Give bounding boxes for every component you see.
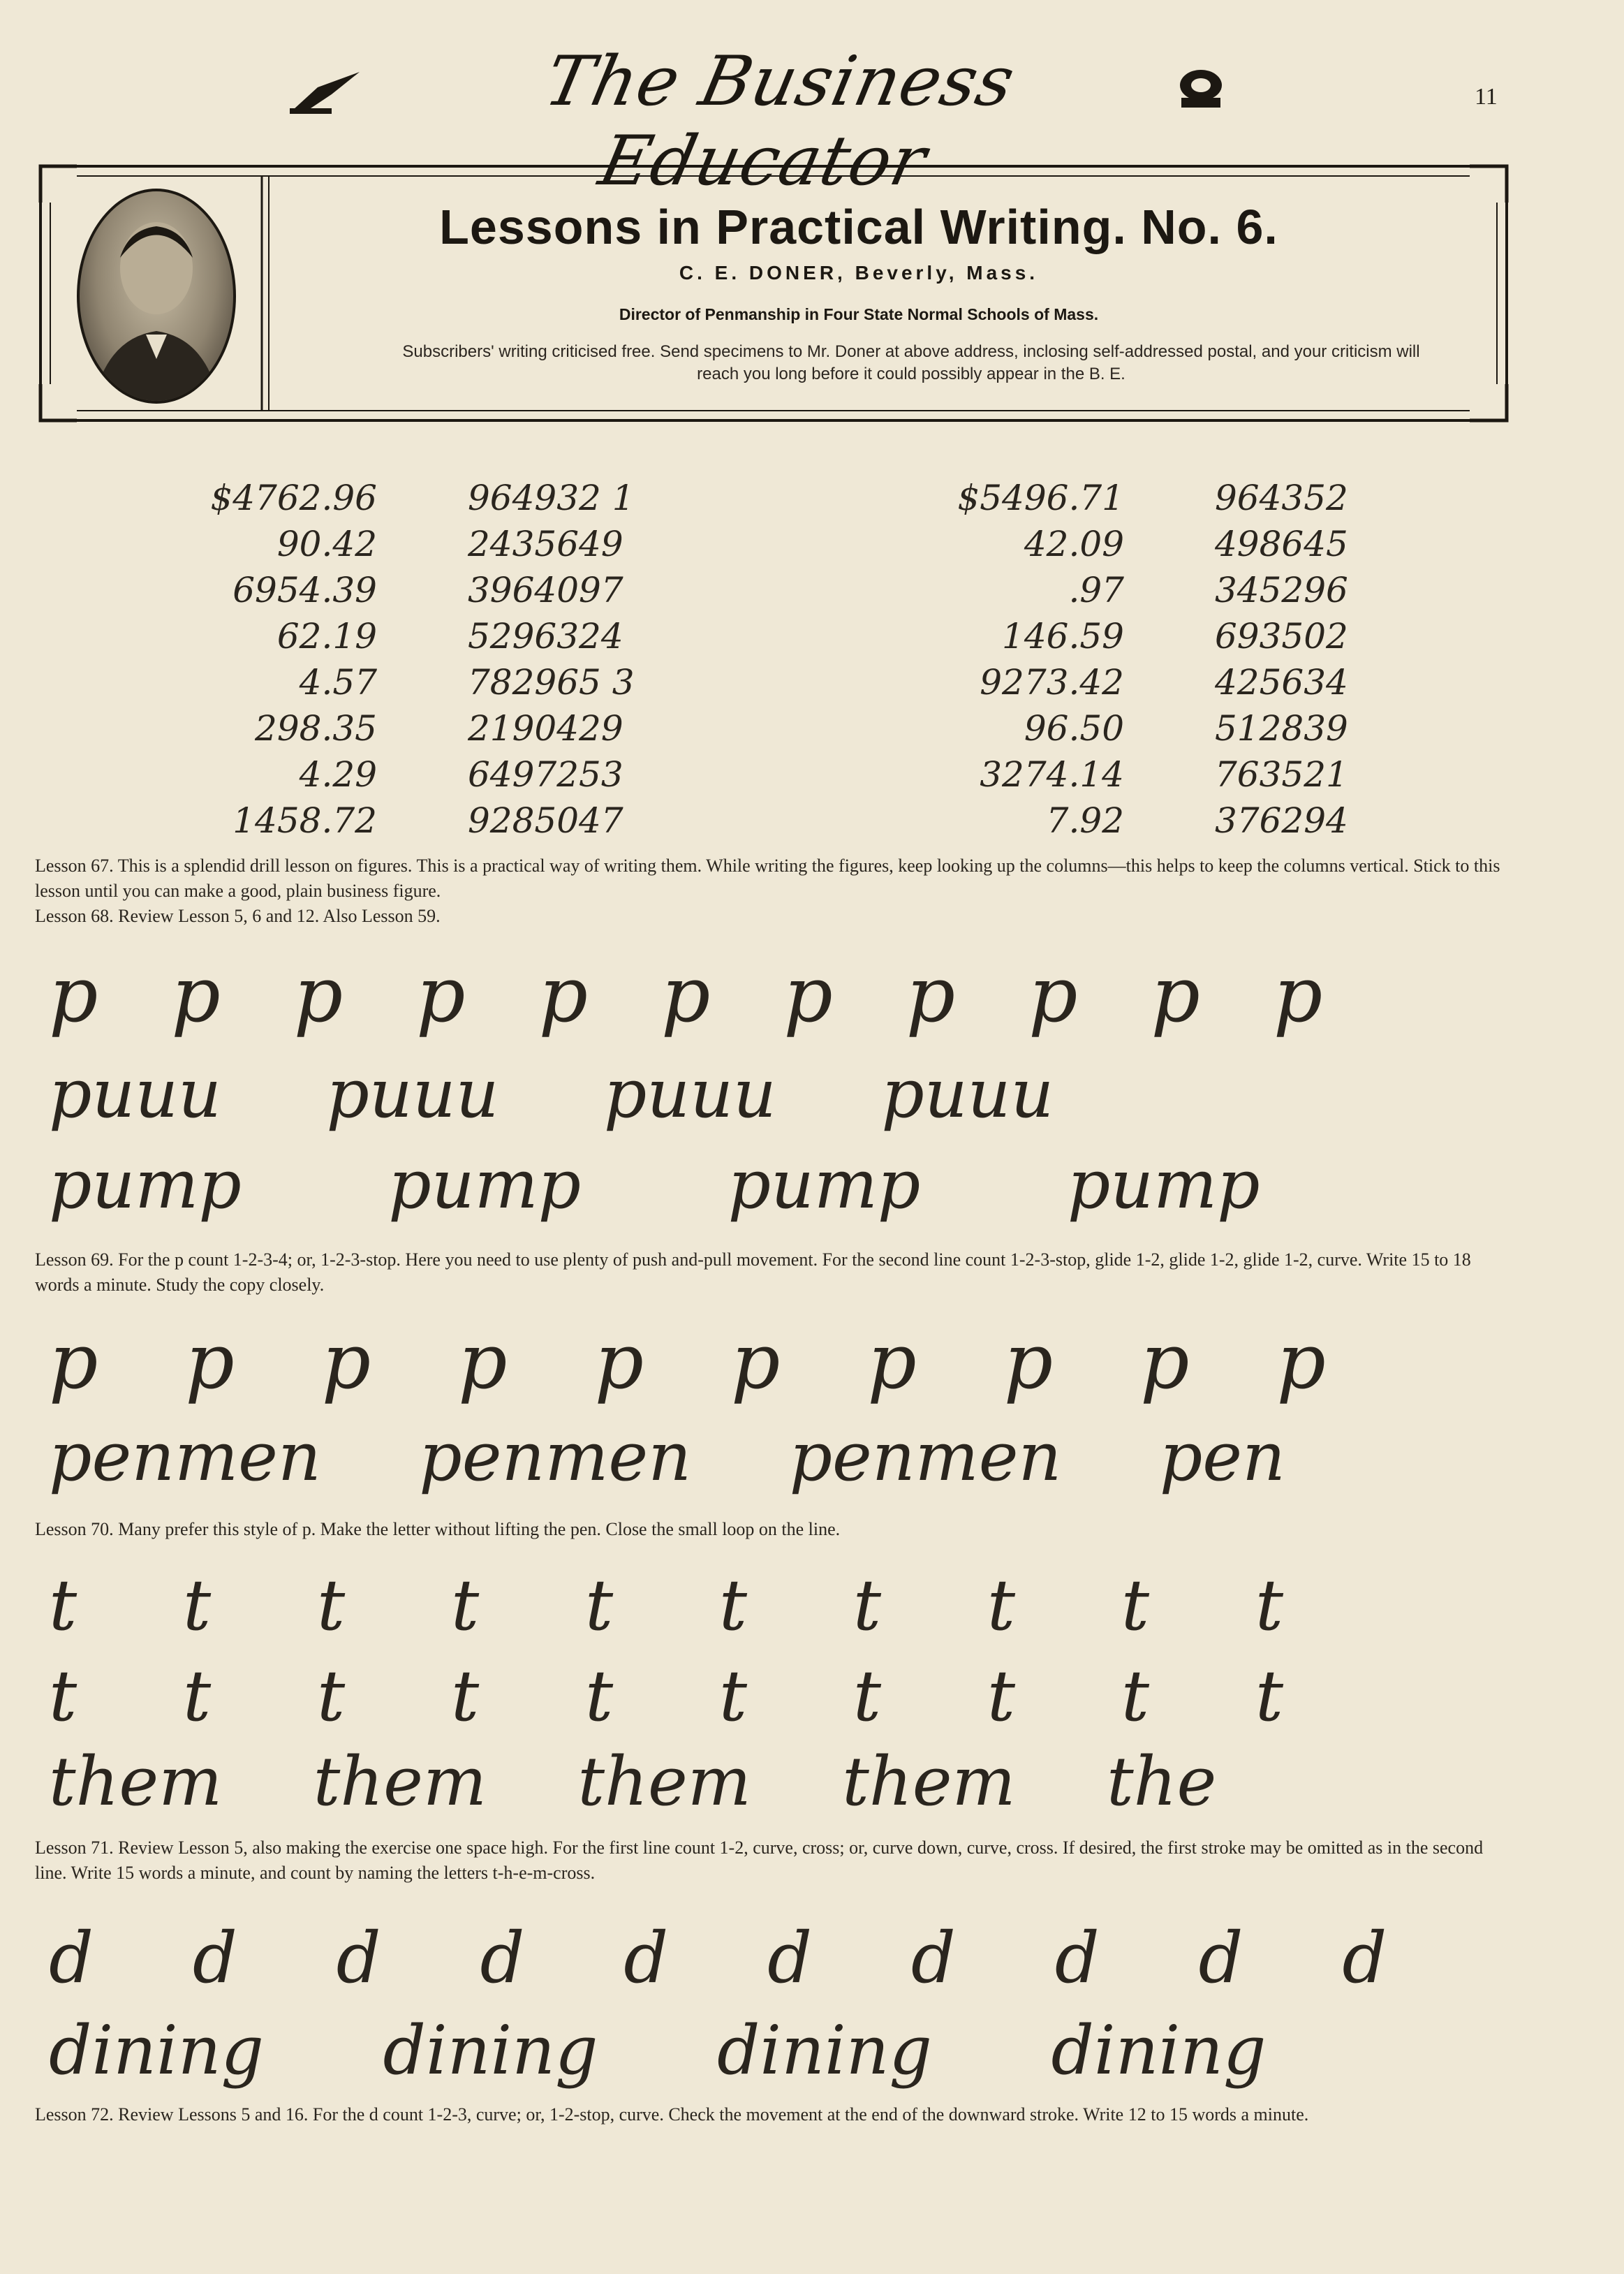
- copy-letter: p: [1151, 950, 1200, 1039]
- copy-letter: d: [767, 1917, 813, 1999]
- copy-letter: t: [584, 1564, 614, 1646]
- copy-letter: p: [867, 1316, 917, 1406]
- copy-letter: p: [538, 950, 588, 1039]
- emblem-icon: [1173, 64, 1229, 113]
- copy-word: pump: [49, 1145, 242, 1224]
- copy-word: puuu: [881, 1055, 1054, 1133]
- figure-entry: $4762.96: [210, 478, 377, 518]
- copy-letter: t: [987, 1655, 1016, 1737]
- copy-line-penmen: [49, 1418, 1515, 1496]
- figure-entry: 62.19: [276, 616, 377, 656]
- copy-line-them: [49, 1743, 1515, 1821]
- copy-word: them: [313, 1743, 487, 1821]
- copy-letter: p: [185, 1316, 235, 1406]
- copy-letter: p: [1273, 950, 1323, 1039]
- masthead: [0, 0, 1624, 201]
- copy-letter: p: [594, 1316, 644, 1406]
- copy-letter: t: [316, 1655, 346, 1737]
- copy-word: pen: [1159, 1418, 1285, 1496]
- copy-letter: t: [450, 1564, 480, 1646]
- copy-line-t-2: [49, 1655, 1515, 1737]
- copy-letter: t: [182, 1655, 212, 1737]
- copy-letter: d: [623, 1917, 669, 1999]
- author-portrait: [77, 189, 236, 404]
- copy-word: puuu: [326, 1055, 499, 1133]
- figure-entry: 6954.39: [232, 570, 377, 610]
- figure-entry: 146.59: [1002, 616, 1124, 656]
- author-line: C. E. DONER, Beverly, Mass.: [679, 262, 1039, 284]
- copy-letter: t: [987, 1564, 1016, 1646]
- copy-letter: t: [1255, 1655, 1284, 1737]
- figure-entry: 2435649: [468, 524, 623, 564]
- lesson-72-caption: Lesson 72. Review Lessons 5 and 16. For the d count 1-2-3, curve; or, 1-2-stop, curve. Check the movement at the end of the downward stroke. Write 12 to 15 words a minute.: [35, 2104, 1309, 2125]
- figure-entry: 42.09: [1024, 524, 1124, 564]
- copy-letter: p: [49, 1316, 98, 1406]
- director-line: Director of Penmanship in Four State Normal Schools of Mass.: [619, 305, 1099, 323]
- lesson-68-caption: Lesson 68. Review Lesson 5, 6 and 12. Also Lesson 59.: [35, 906, 441, 926]
- copy-letter: d: [49, 1917, 94, 1999]
- copy-word: dining: [49, 2011, 264, 2090]
- copy-letter: p: [293, 950, 344, 1039]
- lesson-title: Lessons in Practical Writing. No. 6.: [439, 200, 1278, 254]
- lesson-70-caption: Lesson 70. Many prefer this style of p. Make the letter without lifting the pen. Close the small loop on the line.: [35, 1519, 841, 1539]
- figure-entry: 4.57: [299, 662, 377, 703]
- copy-letter: p: [1276, 1316, 1326, 1406]
- figure-entry: 345296: [1215, 570, 1348, 610]
- copy-letter: p: [416, 950, 466, 1039]
- figure-entry: 376294: [1215, 800, 1348, 841]
- copy-word: dining: [1051, 2011, 1267, 2090]
- figures-column-2: [468, 475, 761, 844]
- copy-letter: p: [660, 950, 711, 1039]
- copy-letter: t: [450, 1655, 480, 1737]
- figure-entry: 3274.14: [980, 754, 1124, 795]
- copy-word: pump: [1067, 1145, 1260, 1224]
- lesson-67-caption: Lesson 67. This is a splendid drill lesson on figures. This is a practical way of writing them. While writing the figures, keep looking up the columns—this helps to keep the columns vertical. Stick to this lesson until you can make a good, plain business figure.: [35, 856, 1500, 901]
- figure-entry: 90.42: [276, 524, 377, 564]
- copy-word: pump: [728, 1145, 921, 1224]
- copy-letter: p: [1028, 950, 1078, 1039]
- figure-entry: 5296324: [468, 616, 623, 656]
- copy-letter: t: [49, 1655, 77, 1737]
- lesson-69-caption: Lesson 69. For the p count 1-2-3-4; or, 1-2-3-stop. Here you need to use plenty of push and-pull movement. For the second line count 1-2-3-stop, glide 1-2, glide 1-2, glide 1-2, curve. Write 15 to 18 words a minute. Study the copy closely.: [35, 1249, 1471, 1295]
- figure-entry: 512839: [1215, 708, 1348, 749]
- copy-letter: d: [480, 1917, 525, 1999]
- copy-letter: d: [1054, 1917, 1100, 1999]
- figure-entry: 498645: [1215, 524, 1348, 564]
- copy-word: penmen: [419, 1418, 692, 1496]
- copy-letter: p: [1140, 1316, 1190, 1406]
- figure-entry: $5496.71: [957, 478, 1124, 518]
- copy-letter: p: [321, 1316, 371, 1406]
- figures-column-4: [1215, 475, 1494, 844]
- figure-entry: 964932 1: [468, 478, 635, 518]
- figure-entry: 9273.42: [980, 662, 1124, 703]
- copy-letter: t: [852, 1564, 882, 1646]
- figure-entry: 9285047: [468, 800, 623, 841]
- figure-entry: 782965 3: [468, 662, 635, 703]
- figures-column-1: [70, 475, 377, 844]
- figure-entry: 7.92: [1046, 800, 1124, 841]
- lesson-header-box: [35, 161, 1512, 426]
- copy-letter: p: [49, 950, 98, 1039]
- copy-letter: d: [1342, 1917, 1387, 1999]
- copy-word: them: [577, 1743, 751, 1821]
- copy-line-d: [49, 1917, 1515, 1999]
- figure-entry: 4.29: [299, 754, 377, 795]
- copy-letter: t: [1255, 1564, 1284, 1646]
- copy-letter: p: [171, 950, 221, 1039]
- copy-letter: t: [584, 1655, 614, 1737]
- copy-line-puuu: [49, 1055, 1515, 1133]
- copy-letter: t: [316, 1564, 346, 1646]
- copy-word: penmen: [49, 1418, 321, 1496]
- copy-word: puuu: [603, 1055, 776, 1133]
- copy-letter: t: [1121, 1655, 1150, 1737]
- figure-entry: 2190429: [468, 708, 623, 749]
- portrait-figure: [80, 191, 233, 401]
- logo-text: The Business Educator: [538, 42, 1022, 201]
- copy-line-t-1: [49, 1564, 1515, 1646]
- copy-word: them: [842, 1743, 1016, 1821]
- page-number: 11: [1475, 84, 1498, 110]
- copy-letter: p: [458, 1316, 508, 1406]
- subscriber-notice: Subscribers' writing criticised free. Send specimens to Mr. Doner at above address, inclosing self-addressed postal, and your criticism will reach you long before it could possibly appear in the B. E.: [402, 342, 1420, 383]
- copy-letter: p: [1003, 1316, 1054, 1406]
- figure-entry: 6497253: [468, 754, 623, 795]
- copy-word: the: [1107, 1743, 1217, 1821]
- copy-word: pump: [388, 1145, 582, 1224]
- quill-icon: [290, 66, 367, 115]
- figure-entry: 3964097: [468, 570, 623, 610]
- copy-letter: t: [718, 1564, 748, 1646]
- copy-letter: p: [906, 950, 956, 1039]
- copy-line-p-2: [49, 1316, 1515, 1406]
- copy-line-dining: [49, 2011, 1515, 2090]
- copy-word: them: [49, 1743, 223, 1821]
- figure-entry: 1458.72: [232, 800, 377, 841]
- copy-letter: p: [783, 950, 833, 1039]
- copy-letter: t: [49, 1564, 77, 1646]
- copy-word: dining: [716, 2011, 932, 2090]
- figures-column-3: [817, 475, 1124, 844]
- copy-letter: d: [192, 1917, 237, 1999]
- copy-word: puuu: [49, 1055, 221, 1133]
- figure-entry: 298.35: [255, 708, 377, 749]
- copy-letter: t: [852, 1655, 882, 1737]
- copy-letter: p: [730, 1316, 781, 1406]
- copy-letter: d: [1198, 1917, 1243, 1999]
- copy-line-pump: [49, 1145, 1515, 1224]
- copy-line-p-1: [49, 950, 1515, 1039]
- figure-entry: .97: [1068, 570, 1124, 610]
- figure-entry: 964352: [1215, 478, 1348, 518]
- copy-word: dining: [383, 2011, 598, 2090]
- figure-entry: 96.50: [1024, 708, 1124, 749]
- figure-entry: 763521: [1215, 754, 1348, 795]
- copy-letter: t: [1121, 1564, 1150, 1646]
- copy-letter: t: [718, 1655, 748, 1737]
- lesson-71-caption: Lesson 71. Review Lesson 5, also making the exercise one space high. For the first line count 1-2, curve, cross; or, curve down, curve, cross. If desired, the first stroke may be omitted as in the second line. Write 15 words a minute, and count by naming the letters t-h-e-m-cross.: [35, 1837, 1484, 1883]
- copy-letter: d: [336, 1917, 381, 1999]
- copy-letter: t: [182, 1564, 212, 1646]
- figure-entry: 693502: [1215, 616, 1348, 656]
- copy-word: penmen: [789, 1418, 1062, 1496]
- figure-entry: 425634: [1215, 662, 1348, 703]
- copy-letter: d: [910, 1917, 956, 1999]
